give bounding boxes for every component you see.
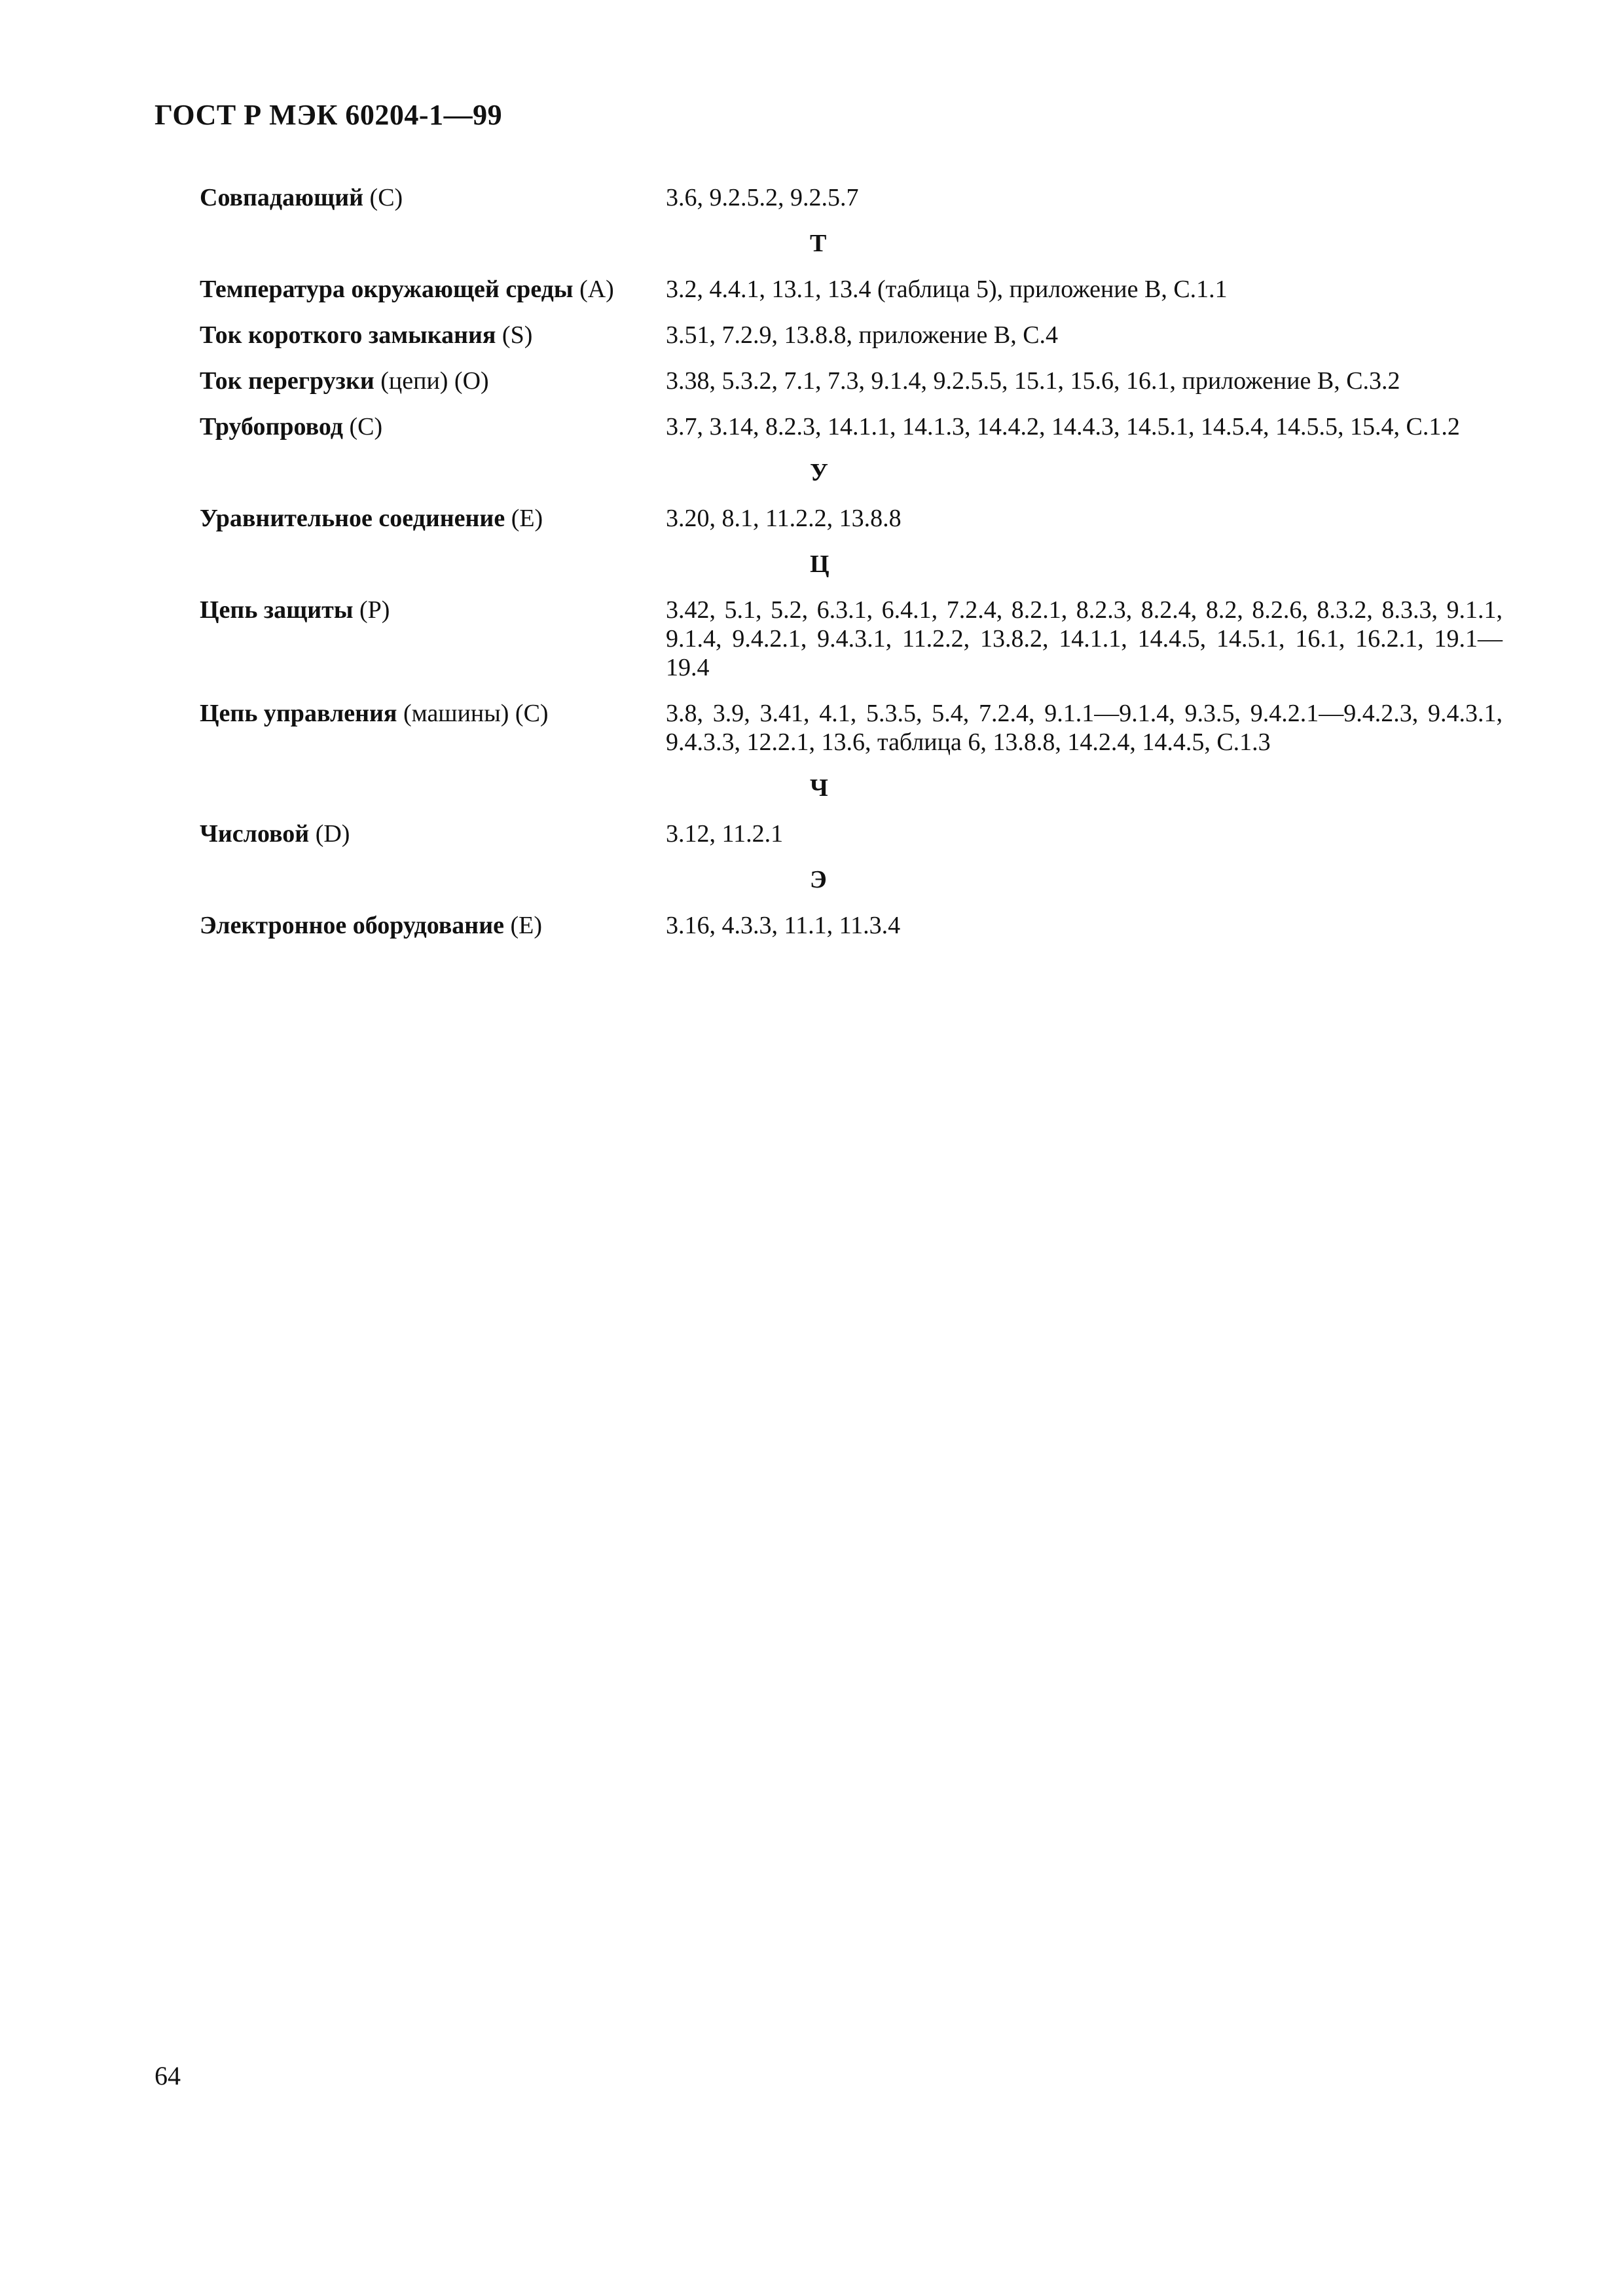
index-entry [200,596,1503,682]
term-name: Совпадающий [200,184,364,211]
index-term [200,321,666,350]
index-entry [200,321,1503,350]
index-term [200,412,666,441]
index-term [200,819,666,848]
index-term [200,275,666,304]
term-qualifier: (Е) [503,912,542,939]
index-references: 3.38, 5.3.2, 7.1, 7.3, 9.1.4, 9.2.5.5, 15.1, 15.6, 16.1, приложение В, С.3.2 [666,367,1400,395]
page-number: 64 [155,2061,181,2090]
index-references: 3.7, 3.14, 8.2.3, 14.1.1, 14.1.3, 14.4.2, 14.4.3, 14.5.1, 14.5.4, 14.5.5, 15.4, С.1.2 [666,413,1460,440]
term-name: Ток короткого замыкания [200,321,496,349]
index-term [200,699,666,757]
index-references: 3.6, 9.2.5.2, 9.2.5.7 [666,184,859,211]
term-qualifier: (Р) [353,596,390,624]
term-qualifier: (С) [363,184,403,211]
index-references: 3.8, 3.9, 3.41, 4.1, 5.3.5, 5.4, 7.2.4, 9.1.1—9.1.4, 9.3.5, 9.4.2.1—9.4.2.3, 9.4.3.1, 9.4.3.3, 12.2.1, 13.6, таблица 6, 13.8.8, 14.2.4, 14.4.5, С.1.3 [666,700,1503,756]
index-entry [200,367,1503,395]
page-header: ГОСТ Р МЭК 60204-1—99 [155,99,503,131]
term-name: Ток перегрузки [200,367,374,395]
term-name: Цепь управления [200,700,397,727]
term-qualifier: (Е) [505,505,543,532]
index-references: 3.20, 8.1, 11.2.2, 13.8.8 [666,505,902,532]
index-references: 3.12, 11.2.1 [666,820,784,848]
index-letter-heading: Ч [810,774,828,802]
index-references: 3.16, 4.3.3, 11.1, 11.3.4 [666,912,901,939]
term-name: Цепь защиты [200,596,354,624]
term-name: Электронное оборудование [200,912,504,939]
index-term [200,504,666,533]
index-term [200,367,666,395]
index-term [200,183,666,212]
index-entry [200,504,1503,533]
term-qualifier: (машины) (С) [397,700,549,727]
index-term [200,596,666,682]
index-entry [200,819,1503,848]
index-letter-heading: У [810,459,828,486]
index-references: 3.2, 4.4.1, 13.1, 13.4 (таблица 5), приложение В, С.1.1 [666,276,1228,303]
index-letter-heading: Э [810,866,827,893]
index-letter-heading: Ц [810,550,830,578]
term-name: Температура окружающей среды [200,276,574,303]
index-entry [200,412,1503,441]
term-qualifier: (цепи) (О) [374,367,489,395]
term-name: Числовой [200,820,310,848]
index-term [200,911,666,940]
index-references: 3.42, 5.1, 5.2, 6.3.1, 6.4.1, 7.2.4, 8.2.1, 8.2.3, 8.2.4, 8.2, 8.2.6, 8.3.2, 8.3.3, 9.1.1, 9.1.4, 9.4.2.1, 9.4.3.1, 11.2.2, 13.8.2, 14.1.1, 14.4.5, 14.5.1, 16.1, 16.2.1, 19.1—19.4 [666,596,1503,681]
index-letter-heading: Т [810,230,827,257]
term-name: Уравнительное соединение [200,505,505,532]
term-qualifier: (С) [343,413,383,440]
subject-index [200,183,1503,957]
index-entry [200,183,1503,212]
term-qualifier: (S) [496,321,533,349]
index-entry [200,911,1503,940]
index-references: 3.51, 7.2.9, 13.8.8, приложение В, С.4 [666,321,1059,349]
index-entry [200,275,1503,304]
term-qualifier: (D) [309,820,350,848]
index-entry [200,699,1503,757]
term-name: Трубопровод [200,413,344,440]
term-qualifier: (А) [573,276,614,303]
